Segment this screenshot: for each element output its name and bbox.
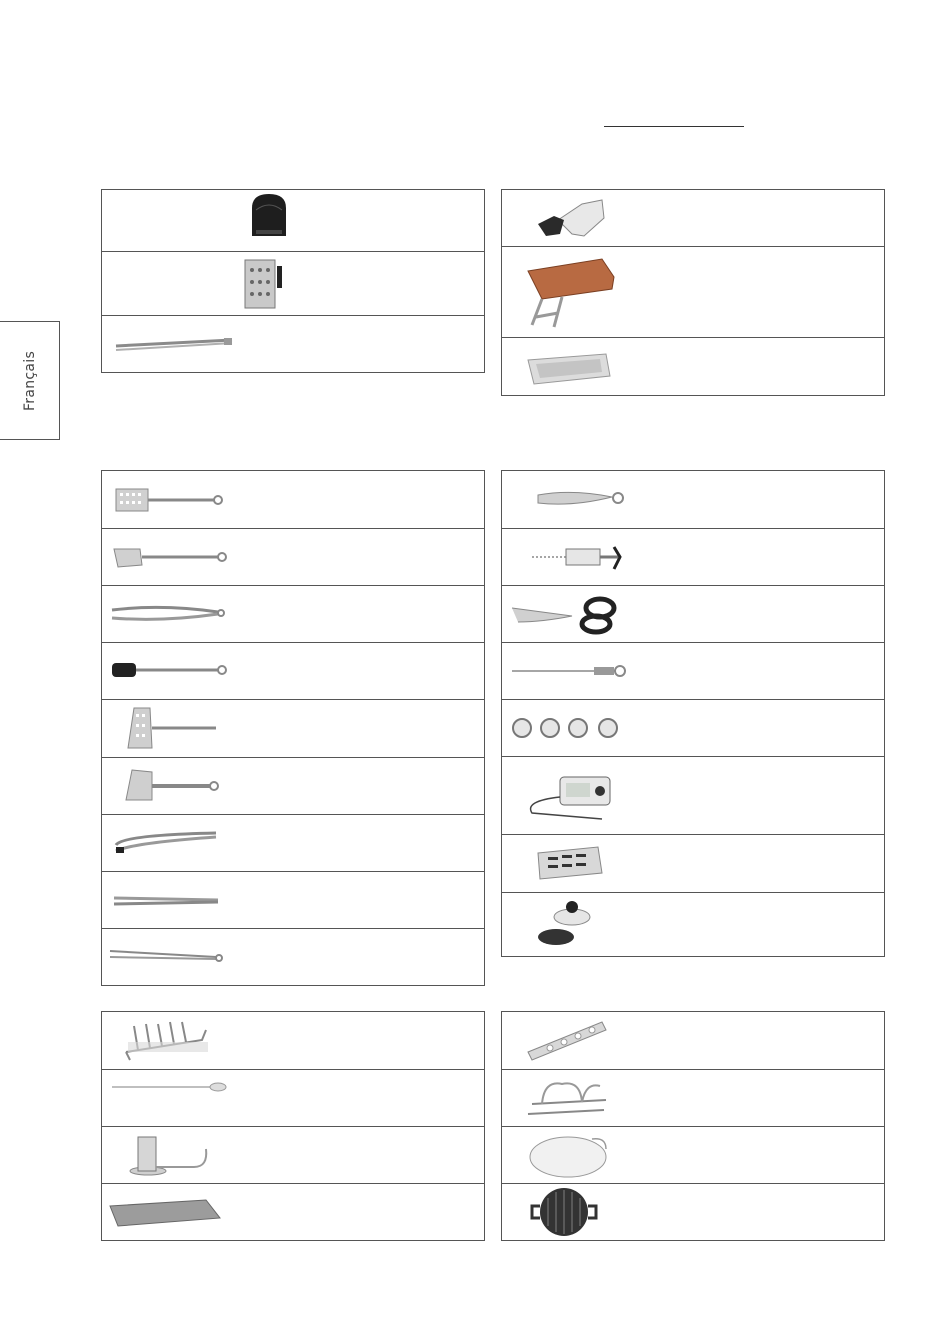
language-tab[interactable] [0, 321, 60, 440]
accessory-row [502, 893, 884, 956]
accessory-row [502, 471, 884, 529]
poultry-shears-icon [502, 586, 884, 642]
digital-thermometer-icon [502, 757, 884, 834]
roast-rack-icon [502, 1070, 884, 1126]
accessory-row [502, 338, 884, 395]
accessory-row [102, 929, 484, 985]
accessory-row [102, 815, 484, 872]
pizza-stone-icon [502, 1127, 884, 1183]
fish-tongs-icon [502, 471, 884, 528]
header-rule [604, 126, 744, 127]
fish-spatula-icon [102, 529, 484, 585]
rib-rack-icon [102, 1012, 484, 1069]
accessory-row [502, 247, 884, 338]
accessory-row [502, 757, 884, 835]
accessory-row [502, 1012, 884, 1070]
perforated-spatula-icon [102, 471, 484, 528]
skewer-icon [102, 1070, 484, 1126]
accessory-row [102, 1012, 484, 1070]
accessory-row [502, 190, 884, 247]
charcoal-tongs-icon [102, 316, 484, 371]
accessory-box-group2-left [101, 470, 485, 986]
chicken-roaster-icon [102, 1127, 484, 1183]
accessory-row [102, 471, 484, 529]
language-tab-label: Français [21, 350, 38, 411]
grill-thermometers-icon [502, 700, 884, 756]
burger-press-icon [502, 893, 884, 955]
accessory-row [502, 835, 884, 893]
accessory-row [502, 643, 884, 700]
tweezers-tongs-icon [102, 929, 484, 984]
accessory-box-group2-right [501, 470, 885, 957]
accessory-box-group1-right [501, 189, 885, 396]
pepper-roaster-icon [502, 1012, 884, 1069]
grill-gloves-icon [502, 190, 884, 246]
accessory-row [102, 586, 484, 643]
wide-spatula-icon [102, 700, 484, 757]
chimney-starter-icon [102, 252, 484, 315]
accessory-row [102, 529, 484, 586]
long-tongs-icon [102, 815, 484, 871]
scraper-icon [102, 758, 484, 814]
side-table-icon [502, 247, 884, 337]
accessory-row [102, 252, 484, 316]
accessory-row [502, 1127, 884, 1184]
accessory-row [102, 1184, 484, 1241]
accessory-row [502, 700, 884, 757]
accessory-row [102, 190, 484, 252]
cast-iron-grill-icon [502, 1184, 884, 1240]
accessory-row [502, 1070, 884, 1127]
aluminum-tray-icon [502, 338, 884, 394]
accessory-row [102, 872, 484, 929]
accessory-row [102, 643, 484, 700]
grill-tongs-icon [102, 586, 484, 642]
accessory-row [102, 1070, 484, 1127]
accessory-row [502, 529, 884, 586]
accessory-box-group3-left [101, 1011, 485, 1241]
accessory-row [102, 1127, 484, 1184]
accessory-row [102, 316, 484, 372]
accessory-row [102, 700, 484, 758]
accessory-row [502, 586, 884, 643]
meat-thermometer-icon [502, 643, 884, 699]
slim-tongs-icon [102, 872, 484, 928]
accessory-box-group3-right [501, 1011, 885, 1241]
accessory-row [102, 758, 484, 815]
plancha-plate-icon [102, 1184, 484, 1240]
marinade-injector-icon [502, 529, 884, 585]
bbq-cover-icon [102, 190, 484, 251]
accessory-box-group1-left [101, 189, 485, 373]
smoker-box-icon [502, 835, 884, 892]
grill-brush-icon [102, 643, 484, 699]
accessory-row [502, 1184, 884, 1241]
